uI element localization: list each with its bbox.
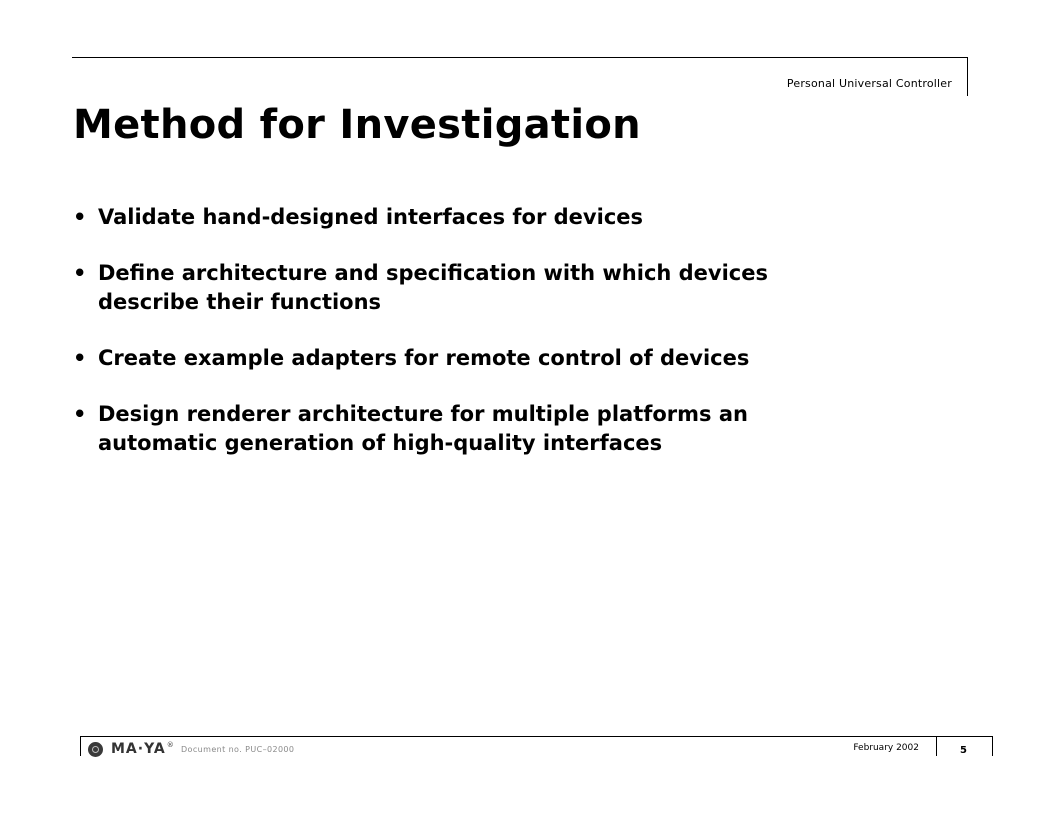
maya-logo-icon [88,742,103,757]
bullet-text-line: Define architecture and specification with which devices [98,261,769,285]
header-rule [72,57,968,58]
slide-title: Method for Investigation [73,102,641,148]
registered-mark: ® [166,741,174,749]
bullet-list [73,203,893,485]
bullet-item [73,400,893,458]
bullet-text-line: Validate hand-designed interfaces for devices [98,205,644,229]
bullet-text-line: describe their functions [98,290,382,314]
document-number: Document no. PUC–02000 [181,745,295,754]
footer-left-divider [80,736,81,756]
bullet-text-line: Create example adapters for remote control of devices [98,346,750,370]
logo-text: MA·YA [111,741,166,757]
bullet-item [73,203,893,232]
bullet-text-line: Design renderer architecture for multiple platforms an [98,402,748,426]
page-number: 5 [960,745,967,756]
bullet-icon: • [73,402,87,426]
bullet-icon: • [73,261,87,285]
bullet-item [73,344,893,373]
footer-date: February 2002 [853,743,919,753]
maya-logo [88,740,174,758]
document-header-title: Personal Universal Controller [786,77,952,90]
footer-right-divider [992,736,993,756]
footer-rule [80,736,993,737]
bullet-icon: • [73,346,87,370]
footer-page-divider [936,736,937,756]
bullet-item [73,259,893,317]
header-vertical-rule [967,57,968,96]
bullet-icon: • [73,205,87,229]
bullet-text-line: automatic generation of high-quality interfaces [98,431,663,455]
